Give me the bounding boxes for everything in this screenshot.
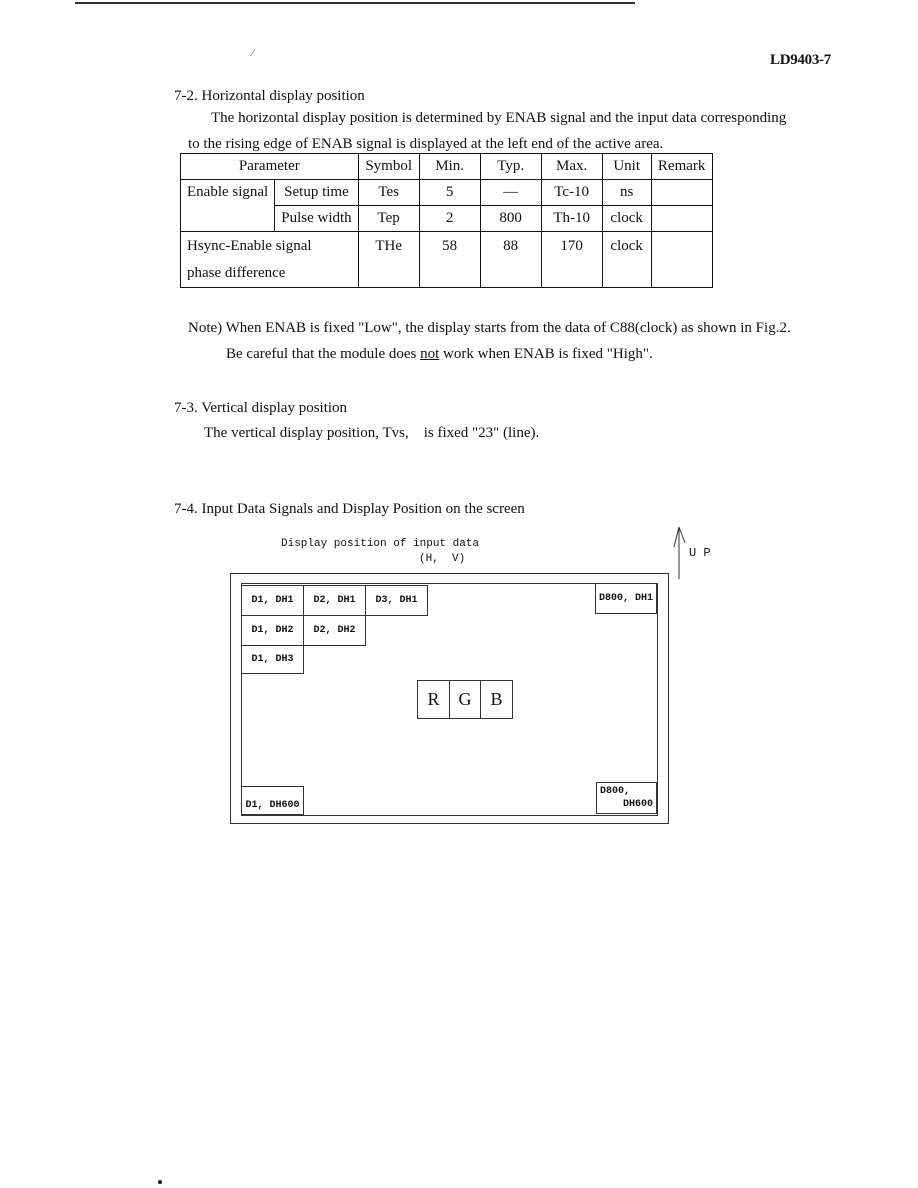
header-min: Min. — [419, 154, 480, 180]
cell-param-line2: phase difference — [187, 265, 286, 281]
rgb-subpixel-r: R — [417, 680, 450, 719]
cell-symbol: THe — [358, 232, 419, 288]
cell-symbol: Tes — [358, 180, 419, 206]
header-typ: Typ. — [480, 154, 541, 180]
cell-typ: — — [480, 180, 541, 206]
table-row — [181, 180, 713, 206]
header-unit: Unit — [602, 154, 651, 180]
cell-typ: 800 — [480, 206, 541, 232]
note-line2 — [226, 346, 653, 363]
header-remark: Remark — [651, 154, 712, 180]
rgb-subpixel-b: B — [480, 680, 513, 719]
note-line1: Note) When ENAB is fixed "Low", the display starts from the data of C88(clock) as shown in Fig.2. — [188, 320, 791, 336]
horizontal-position-table — [180, 153, 713, 288]
note-line2-underlined: not — [420, 346, 440, 362]
cell-unit: ns — [602, 180, 651, 206]
cell-min: 2 — [419, 206, 480, 232]
cell-d800-dh600-line1: D800, — [600, 786, 631, 797]
cell-group: Enable signal — [181, 180, 275, 232]
diagram-caption-line2: (H, V) — [419, 553, 466, 565]
up-label: U P — [689, 546, 711, 560]
cell-d1-dh3: D1, DH3 — [241, 645, 304, 674]
cell-min: 5 — [419, 180, 480, 206]
section-7-3-title: 7-3. Vertical display position — [174, 400, 348, 416]
cell-d2-dh2: D2, DH2 — [303, 615, 366, 646]
section-7-2-para-line2: to the rising edge of ENAB signal is displayed at the left end of the active area. — [188, 136, 664, 152]
cell-d1-dh1: D1, DH1 — [241, 585, 304, 616]
cell-typ: 88 — [480, 232, 541, 288]
section-7-2-para-line1: The horizontal display position is determined by ENAB signal and the input data corresponding — [211, 110, 787, 126]
table-header-row — [181, 154, 713, 180]
cell-max: Th-10 — [541, 206, 602, 232]
header-max: Max. — [541, 154, 602, 180]
cell-param-line1: Hsync-Enable signal — [187, 238, 312, 254]
cell-d800-dh600-line2: DH600 — [622, 799, 653, 810]
up-arrow-icon — [672, 525, 688, 580]
scan-top-line — [75, 2, 635, 4]
cell-remark — [651, 206, 712, 232]
diagram-caption-line1: Display position of input data — [281, 538, 480, 550]
cell-d2-dh1: D2, DH1 — [303, 585, 366, 616]
cell-d800-dh600 — [596, 782, 657, 814]
scan-dot — [158, 1180, 162, 1184]
header-parameter: Parameter — [181, 154, 359, 180]
cell-min: 58 — [419, 232, 480, 288]
scan-speck: ⁄ — [252, 48, 254, 59]
header-symbol: Symbol — [358, 154, 419, 180]
document-id: LD9403-7 — [770, 52, 831, 68]
cell-symbol: Tep — [358, 206, 419, 232]
table-row — [181, 232, 713, 288]
cell-unit: clock — [602, 206, 651, 232]
cell-d3-dh1: D3, DH1 — [365, 585, 428, 616]
rgb-subpixel-g: G — [449, 680, 481, 719]
cell-unit: clock — [602, 232, 651, 288]
section-7-4-title: 7-4. Input Data Signals and Display Position on the screen — [174, 501, 525, 517]
note-line2-post: work when ENAB is fixed "High". — [439, 346, 653, 362]
section-7-2-title: 7-2. Horizontal display position — [174, 88, 365, 104]
cell-max: 170 — [541, 232, 602, 288]
cell-param: Pulse width — [275, 206, 358, 232]
note-line2-pre: Be careful that the module does — [226, 346, 421, 362]
cell-remark — [651, 180, 712, 206]
section-7-3-para: The vertical display position, Tvs, is fixed "23" (line). — [204, 425, 540, 441]
cell-param: Setup time — [275, 180, 358, 206]
cell-d1-dh600: D1, DH600 — [241, 786, 304, 815]
cell-d800-dh1: D800, DH1 — [595, 583, 657, 614]
cell-remark — [651, 232, 712, 288]
cell-max: Tc-10 — [541, 180, 602, 206]
cell-d1-dh2: D1, DH2 — [241, 615, 304, 646]
cell-param-hsync — [181, 232, 359, 288]
